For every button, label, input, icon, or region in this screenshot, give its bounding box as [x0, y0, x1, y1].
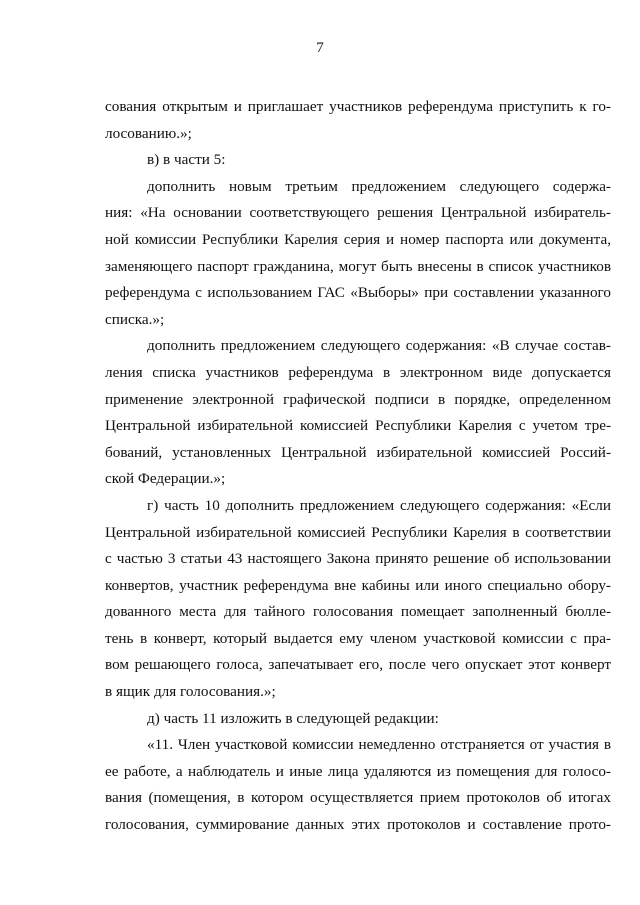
text-line: ной комиссии Республики Карелия серия и номер паспорта или документа,: [105, 230, 611, 248]
text-line: Центральной избирательной комиссией Республики Карелия с учетом тре-: [105, 417, 611, 435]
document-body: [105, 94, 611, 839]
text-line: Центральной избирательной комиссией Республики Карелия в соответствии: [105, 523, 611, 541]
text-line: бований, установленных Центральной избирательной комиссией Россий-: [105, 443, 611, 461]
text-line: вом решающего голоса, запечатывает его, после чего опускает этот конверт: [105, 656, 611, 674]
text-line: д) часть 11 изложить в следующей редакции:: [147, 709, 439, 727]
text-line: голосования, суммирование данных этих протоколов и составление прото-: [105, 816, 611, 834]
text-line: референдума с использованием ГАС «Выборы» при составлении указанного: [105, 284, 611, 302]
text-line: заменяющего паспорт гражданина, могут быть внесены в список участников: [105, 257, 611, 275]
text-line: г) часть 10 дополнить предложением следующего содержания: «Если: [147, 496, 611, 514]
text-line: дополнить новым третьим предложением следующего содержа-: [147, 177, 611, 195]
text-line: «11. Член участковой комиссии немедленно отстраняется от участия в: [147, 736, 611, 754]
page-number: 7: [316, 40, 324, 56]
text-line: сования открытым и приглашает участников референдума приступить к го-: [105, 98, 611, 115]
text-line: ее работе, а наблюдатель и иные лица удаляются из помещения для голосо-: [105, 762, 611, 780]
text-line: ской Федерации.»;: [105, 470, 226, 488]
text-line: дополнить предложением следующего содержания: «В случае состав-: [147, 337, 611, 355]
text-line: списка.»;: [105, 310, 165, 328]
text-line: конвертов, участник референдума вне кабины или иного специально обору-: [105, 576, 611, 594]
text-line: лосованию.»;: [105, 124, 192, 142]
text-line: с частью 3 статьи 43 настоящего Закона принято решение об использовании: [105, 550, 611, 568]
text-line: ния: «На основании соответствующего решения Центральной избиратель-: [105, 204, 611, 222]
text-line: в ящик для голосования.»;: [105, 683, 276, 701]
text-line: в) в части 5:: [147, 151, 226, 169]
text-line: дованного места для тайного голосования помещает заполненный бюлле-: [105, 603, 611, 621]
text-line: тень в конверт, который выдается ему членом участковой комиссии с пра-: [105, 629, 611, 647]
text-line: вания (помещения, в котором осуществляется прием протоколов об итогах: [105, 789, 611, 807]
text-line: применение электронной графической подписи в порядке, определенном: [105, 390, 611, 408]
text-line: ления списка участников референдума в электронном виде допускается: [105, 363, 611, 381]
